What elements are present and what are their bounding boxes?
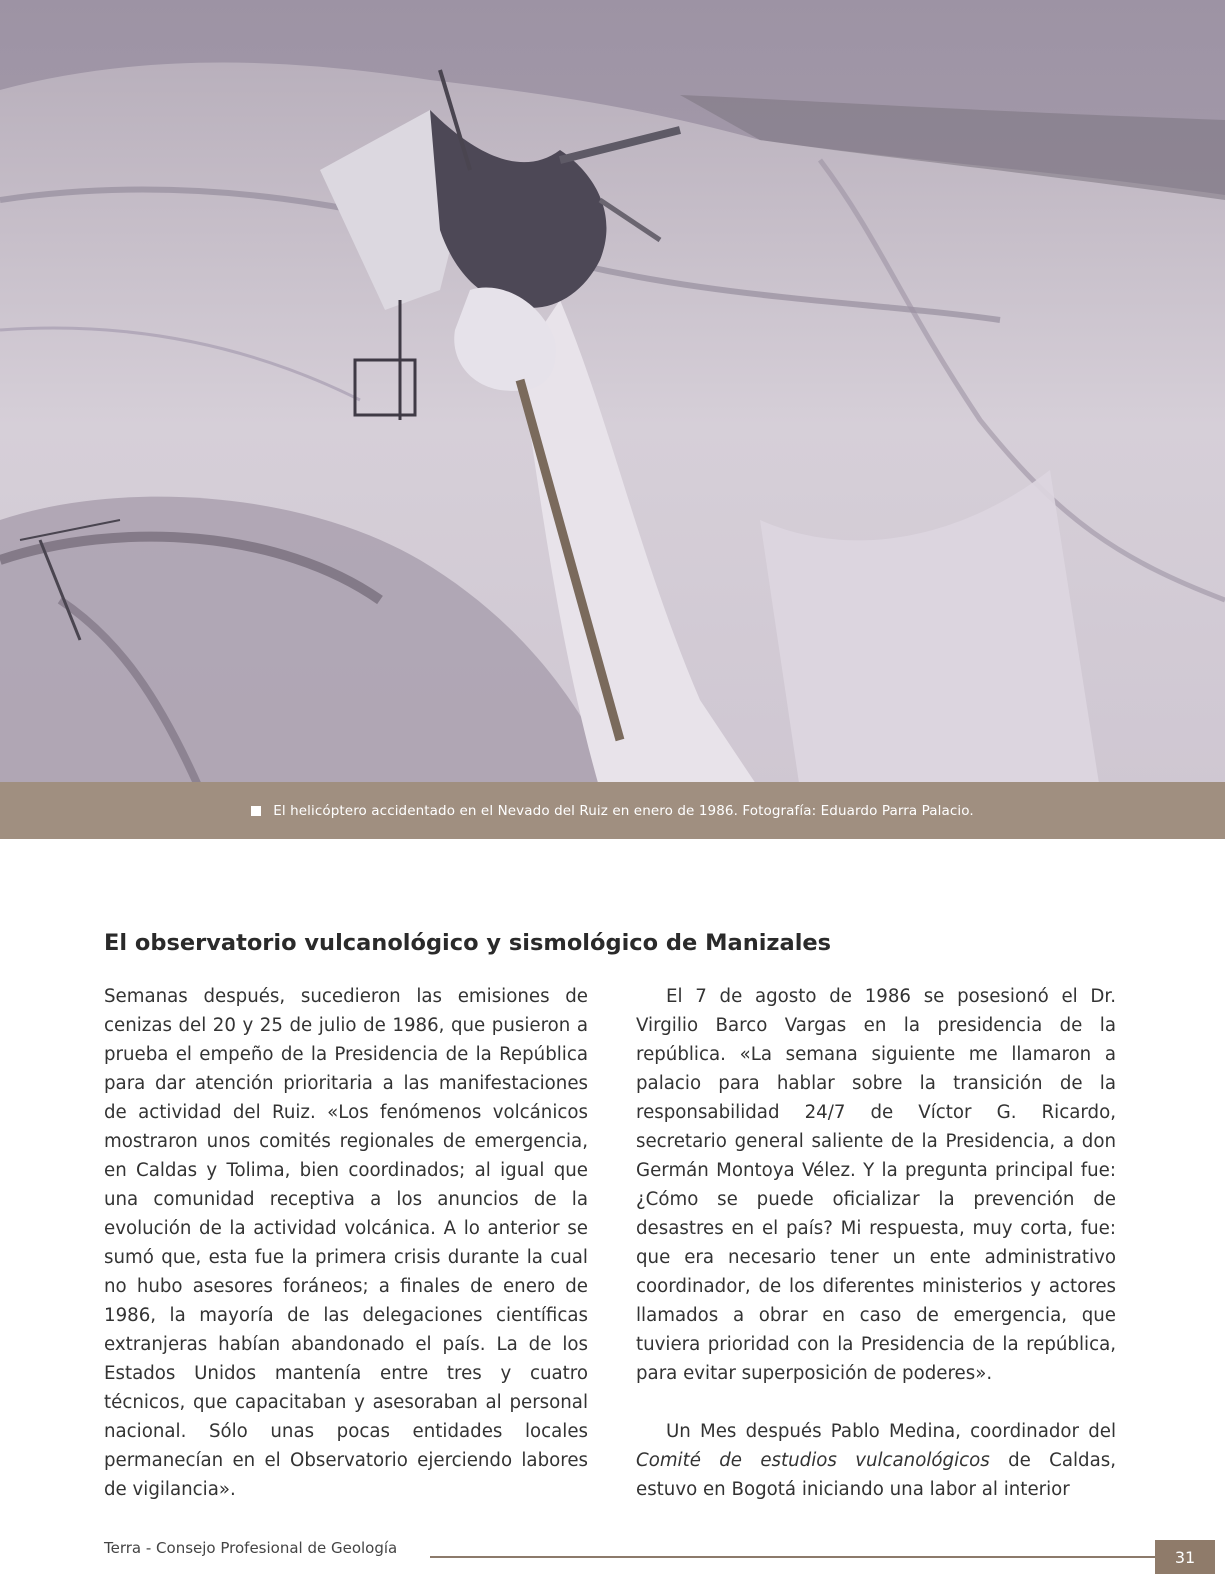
photo-caption: [0, 782, 1225, 839]
right-paragraph-1: El 7 de agosto de 1986 se posesionó el Dr. Virgilio Barco Vargas en la presidencia de la república. «La semana siguiente me llamaron a palacio para hablar sobre la transición de la responsabilidad 24/7 de Víctor G. Ricardo, secretario general saliente de la Presidencia, a don Germán Montoya Vélez. Y la pregunta principal fue: ¿Cómo se puede oficializar la prevención de desastres en el país? Mi respuesta, muy corta, fue: que era necesario tener un ente administrativo coordinador, de los diferentes ministerios y actores llamados a obrar en caso de emergencia, que tuviera prioridad con la Presidencia de la república, para evitar superposición de poderes».: [636, 986, 1116, 1384]
square-bullet-icon: [251, 806, 261, 816]
section-heading: El observatorio vulcanológico y sismológico de Manizales: [104, 930, 832, 956]
paragraph-2-end: de Caldas, estuvo en Bogotá iniciando una labor al interior: [636, 1450, 1116, 1500]
left-paragraph: Semanas después, sucedieron las emisiones de cenizas del 20 y 25 de julio de 1986, que pusieron a prueba el empeño de la Presidencia de la República para dar atención prioritaria a las manifestaciones de actividad del Ruiz. «Los fenómenos volcánicos mostraron unos comités regionales de emergencia, en Caldas y Tolima, bien coordinados; al igual que una comunidad receptiva a los anuncios de la evolución de la actividad volcánica. A lo anterior se sumó que, esta fue la primera crisis durante la cual no hubo asesores foráneos; a finales de enero de 1986, la mayoría de las delegaciones científicas extranjeras habían abandonado el país. La de los Estados Unidos mantenía entre tres y cuatro técnicos, que capacitaban y asesoraban al personal nacional. Sólo unas pocas entidades locales permanecían en el Observatorio ejerciendo labores de vigilancia».: [104, 986, 588, 1500]
paragraph-2-start: Un Mes después Pablo Medina, coordinador del: [666, 1421, 1116, 1442]
page-number-badge: [1155, 1540, 1215, 1574]
left-column: [104, 982, 588, 1504]
page-number: 31: [1174, 1547, 1196, 1567]
footer-divider: [430, 1556, 1160, 1558]
helicopter-wreck-photo: [0, 0, 1225, 790]
caption-text: El helicóptero accidentado en el Nevado del Ruiz en enero de 1986. Fotografía: Eduardo Parra Palacio.: [273, 802, 974, 819]
right-paragraph-2: [636, 1417, 1116, 1504]
committee-name: Comité de estudios vulcanológicos: [636, 1450, 990, 1471]
footer-publication: Terra - Consejo Profesional de Geología: [104, 1539, 398, 1557]
right-column: [636, 982, 1116, 1504]
